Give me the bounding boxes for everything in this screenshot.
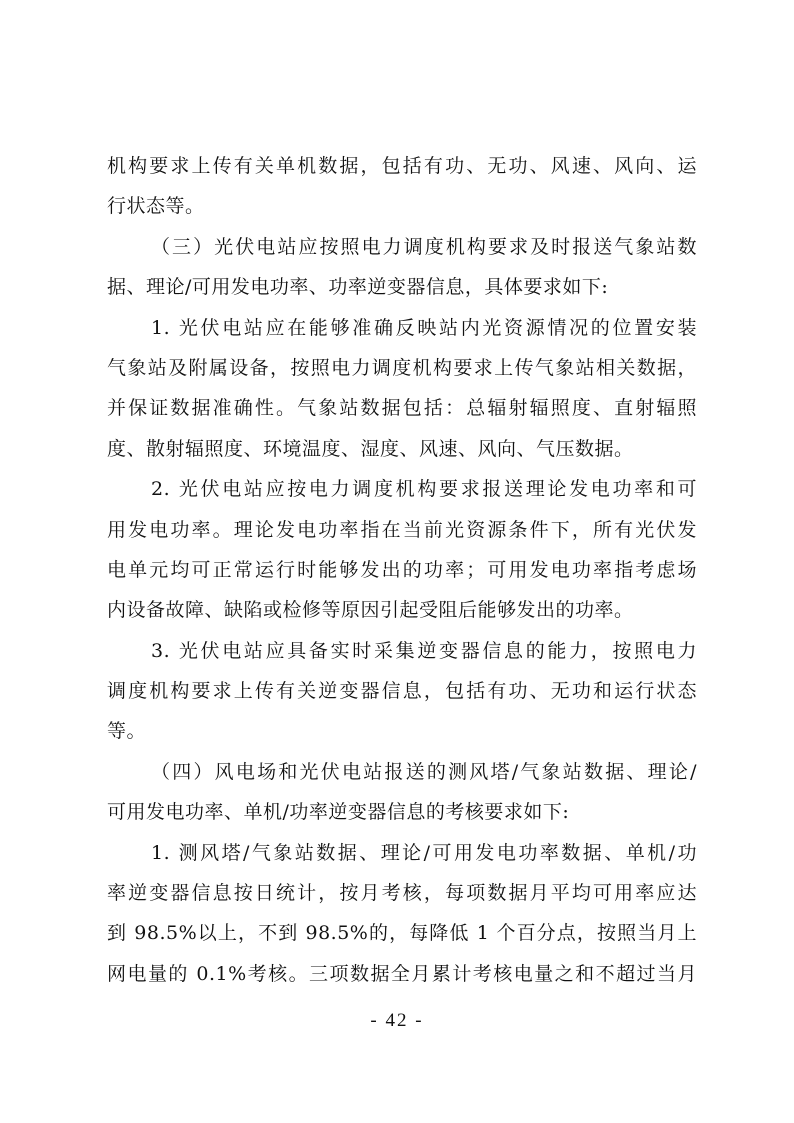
text-line-3: （三）光伏电站应按照电力调度机构要求及时报送气象站数 (151, 235, 697, 258)
text-line-2: 行状态等。 (107, 195, 205, 218)
text-line-7: 并保证数据准确性。气象站数据包括：总辐射辐照度、直射辐照 (107, 397, 697, 420)
text-line-5: 1. 光伏电站应在能够准确反映站内光资源情况的位置安装 (151, 316, 697, 339)
text-line-19: 率逆变器信息按日统计，按月考核，每项数据月平均可用率应达 (107, 882, 697, 905)
text-line-20: 到 98.5%以上，不到 98.5%的，每降低 1 个百分点，按照当月上 (107, 922, 697, 945)
text-line-18: 1. 测风塔/气象站数据、理论/可用发电功率数据、单机/功 (151, 841, 697, 864)
text-line-16: （四）风电场和光伏电站报送的测风塔/气象站数据、理论/ (151, 760, 697, 783)
text-line-9: 2. 光伏电站应按电力调度机构要求报送理论发电功率和可 (151, 478, 697, 501)
text-line-4: 据、理论/可用发电功率、功率逆变器信息，具体要求如下: (107, 276, 609, 299)
text-line-1: 机构要求上传有关单机数据，包括有功、无功、风速、风向、运 (107, 155, 697, 177)
text-line-6: 气象站及附属设备，按照电力调度机构要求上传气象站相关数据， (107, 356, 697, 379)
text-line-13: 3. 光伏电站应具备实时采集逆变器信息的能力，按照电力 (151, 639, 697, 662)
text-line-15: 等。 (107, 720, 147, 743)
text-line-14: 调度机构要求上传有关逆变器信息，包括有功、无功和运行状态 (107, 680, 697, 703)
text-line-11: 电单元均可正常运行时能够发出的功率；可用发电功率指考虑场 (107, 558, 697, 581)
body-text (107, 146, 697, 994)
text-line-12: 内设备故障、缺陷或检修等原因引起受阻后能够发出的功率。 (107, 599, 634, 622)
text-line-21: 网电量的 0.1%考核。三项数据全月累计考核电量之和不超过当月 (107, 962, 697, 985)
text-line-10: 用发电功率。理论发电功率指在当前光资源条件下，所有光伏发 (107, 518, 697, 541)
page-number: - 42 - (370, 1010, 424, 1031)
text-line-17: 可用发电功率、单机/功率逆变器信息的考核要求如下: (107, 801, 570, 824)
text-line-8: 度、散射辐照度、环境温度、湿度、风速、风向、气压数据。 (107, 437, 634, 460)
